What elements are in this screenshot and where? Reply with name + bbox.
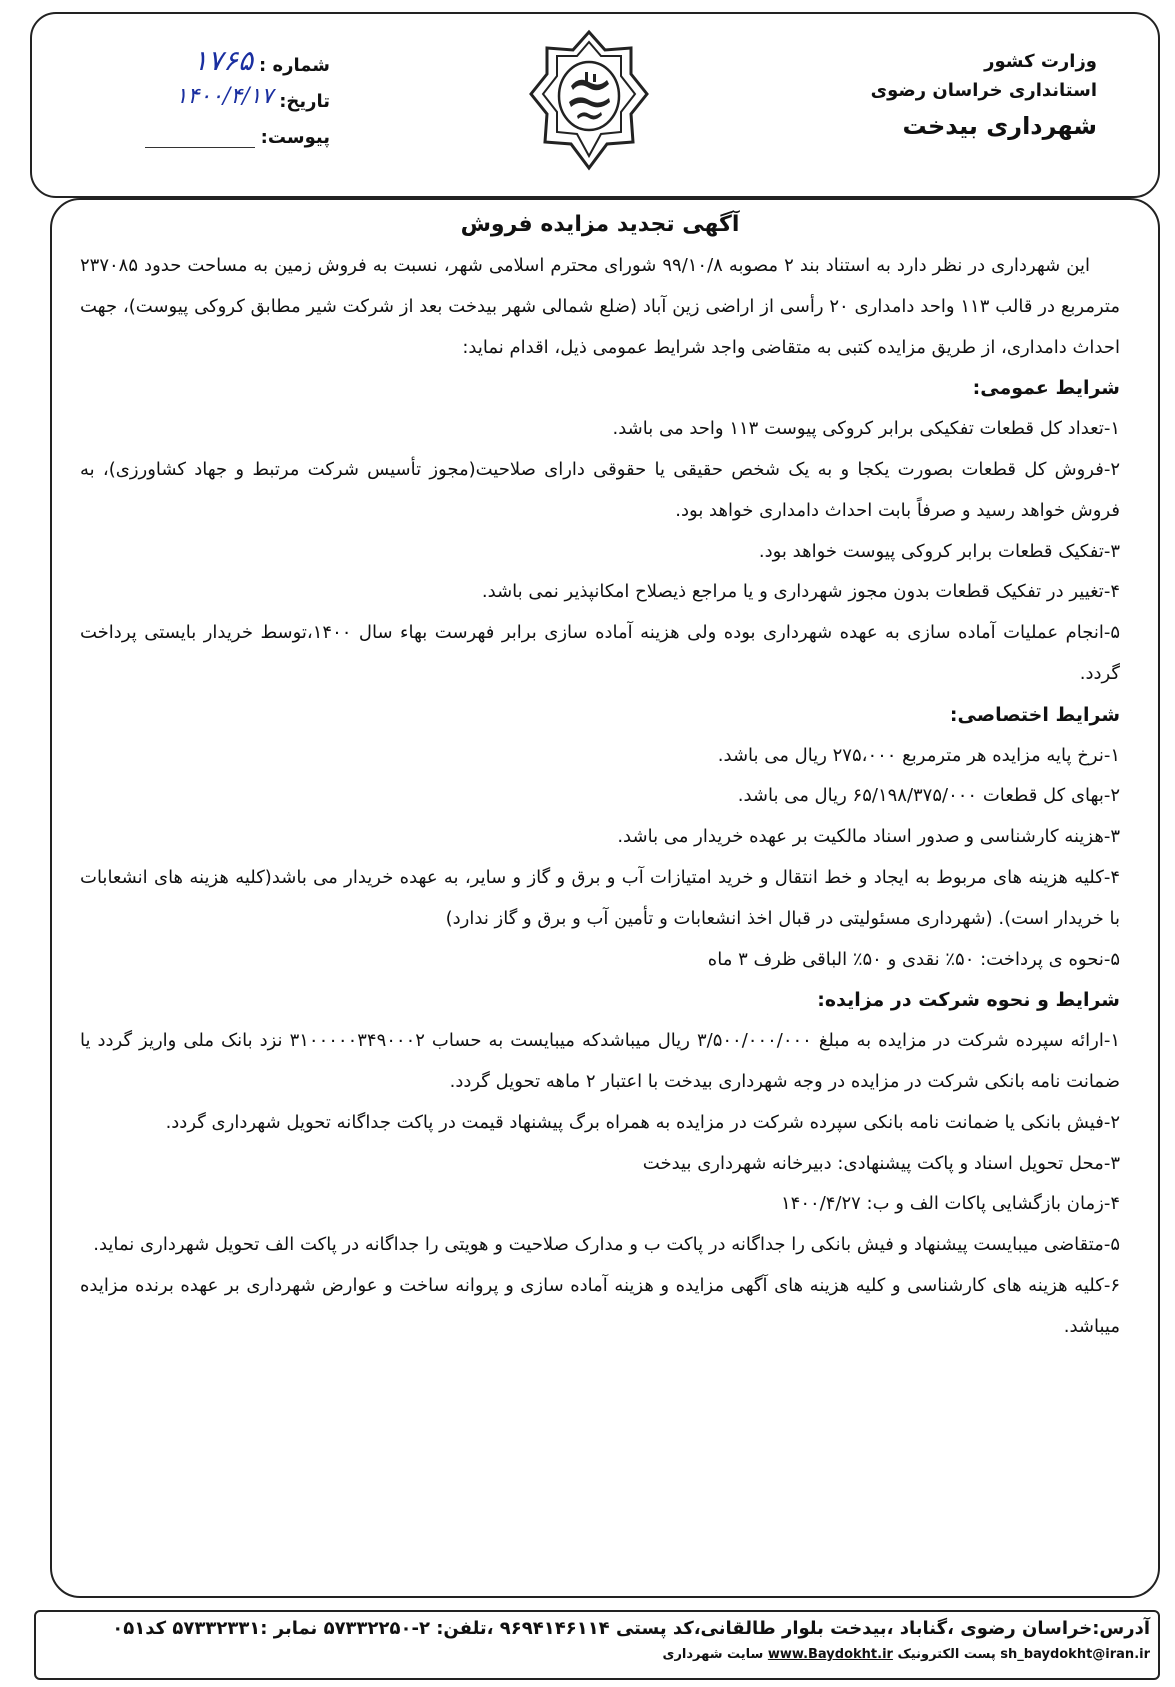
footer-address: آدرس:خراسان رضوی ،گناباد ،بیدخت بلوار طالقانی،کد پستی ۹۶۹۴۱۴۶۱۱۴ ،تلفن: ۲-۵۷۳۳۲۲۵۰ نمابر :۵۷۳۳۲۳۳۱ کد۰۵۱ bbox=[112, 1618, 1150, 1639]
participation-conditions-heading: شرایط و نحوه شرکت در مزایده: bbox=[817, 989, 1120, 1012]
list-item: ۴-کلیه هزینه های مربوط به ایجاد و خط انتقال و خرید امتیازات آب و برق و گاز و سایر، به عهده خریدار می باشد(کلیه هزینه های انشعابات با خریدار است). (شهرداری مسئولیتی در قبال اخذ انشعابات و تأمین آب و برق و گاز ندارد) bbox=[80, 866, 1120, 929]
letter-number-row bbox=[120, 40, 330, 76]
letter-date-row bbox=[120, 76, 330, 112]
municipality-emblem-icon bbox=[527, 28, 651, 174]
list-item: ۳-محل تحویل اسناد و پاکت پیشنهادی: دبیرخانه شهرداری بیدخت bbox=[642, 1152, 1120, 1174]
ministry-name: وزارت کشور bbox=[984, 51, 1097, 72]
footer bbox=[50, 1614, 1150, 1666]
list-item: ۴-زمان بازگشایی پاکات الف و ب: ۱۴۰۰/۴/۲۷ bbox=[781, 1193, 1120, 1215]
list-item: ۳-تفکیک قطعات برابر کروکی پیوست خواهد بود. bbox=[758, 540, 1120, 562]
page-title: آگهی تجدید مزایده فروش bbox=[460, 212, 740, 237]
municipality-name: شهرداری بیدخت bbox=[902, 112, 1097, 140]
footer-email[interactable]: sh_baydokht@iran.ir bbox=[1000, 1647, 1150, 1662]
general-conditions-heading: شرایط عمومی: bbox=[972, 377, 1120, 400]
list-item: ۶-کلیه هزینه های کارشناسی و کلیه هزینه های آگهی مزایده و هزینه آماده سازی و پروانه ساخت و عوارض شهرداری بر عهده برنده مزایده میباشد. bbox=[80, 1274, 1120, 1337]
footer-email-label: پست الکترونیک bbox=[897, 1647, 996, 1662]
list-item: ۵-نحوه ی پرداخت: ۵۰٪ نقدی و ۵۰٪ الباقی ظرف ۳ ماه bbox=[707, 948, 1120, 970]
list-item: ۲-بهای کل قطعات ۶۵/۱۹۸/۳۷۵/۰۰۰ ریال می باشد. bbox=[737, 785, 1120, 807]
list-item: ۲-فیش بانکی یا ضمانت نامه بانکی سپرده شرکت در مزایده به همراه برگ پیشنهاد قیمت در پاکت جداگانه تحویل شهرداری گردد. bbox=[165, 1111, 1120, 1133]
date-label: تاریخ: bbox=[279, 91, 330, 112]
list-item: ۵-متقاضی میبایست پیشنهاد و فیش بانکی را جداگانه در پاکت ب و مدارک صلاحیت و هویتی را جداگانه در پاکت الف تحویل شهرداری نماید. bbox=[93, 1234, 1120, 1256]
list-item: ۱-ارائه سپرده شرکت در مزایده به مبلغ ۳/۵۰۰/۰۰۰/۰۰۰ ریال میباشدکه میبایست به حساب ۳۱۰۰۰۰۰۳۴۹۰۰۰۲ نزد بانک ملی واریز گردد یا ضمانت نامه بانکی شرکت در مزایده در وجه شهرداری بیدخت با اعتبار ۲ ماهه تحویل گردد. bbox=[80, 1030, 1120, 1092]
attachment-label: پیوست: bbox=[260, 127, 330, 148]
list-item: ۲-فروش کل قطعات بصورت یکجا و به یک شخص حقیقی یا حقوقی دارای صلاحیت(مجوز تأسیس شرکت مرتبط و جهاد کشاورزی)، به فروش خواهد رسید و صرفاً بابت احداث دامداری خواهد بود. bbox=[80, 458, 1120, 521]
letter-meta bbox=[120, 40, 330, 148]
announcement-content bbox=[80, 204, 1120, 1348]
date-value: ۱۴۰۰/۴/۱۷ bbox=[175, 84, 274, 109]
organization-block bbox=[871, 48, 1097, 146]
specific-conditions-heading: شرایط اختصاصی: bbox=[949, 703, 1120, 726]
governorate-name: استانداری خراسان رضوی bbox=[870, 80, 1097, 101]
list-item: ۱-تعداد کل قطعات تفکیکی برابر کروکی پیوست ۱۱۳ واحد می باشد. bbox=[612, 418, 1120, 440]
list-item: ۴-تغییر در تفکیک قطعات بدون مجوز شهرداری و یا مراجع ذیصلاح امکانپذیر نمی باشد. bbox=[481, 581, 1120, 603]
attachment-row bbox=[120, 112, 330, 148]
footer-contact bbox=[50, 1644, 1150, 1666]
attachment-blank bbox=[145, 129, 255, 148]
intro-paragraph: این شهرداری در نظر دارد به استناد بند ۲ مصوبه ۹۹/۱۰/۸ شورای محترم اسلامی شهر، نسبت به فروش زمین به مساحت حدود ۲۳۷۰۸۵ مترمربع در قالب ۱۱۳ واحد دامداری ۲۰ رأسی از اراضی زین آباد (ضلع شمالی شهر بیدخت بعد از شرکت شیر مطابق کروکی پیوست)، جهت احداث دامداری، از طریق مزایده کتبی به متقاضی واجد شرایط عمومی ذیل، اقدام نماید: bbox=[80, 255, 1120, 358]
list-item: ۱-نرخ پایه مزایده هر مترمربع ۲۷۵،۰۰۰ ریال می باشد. bbox=[717, 744, 1120, 766]
list-item: ۵-انجام عملیات آماده سازی به عهده شهرداری بوده ولی هزینه آماده سازی برابر فهرست بهاء سال ۱۴۰۰،توسط خریدار بایستی پرداخت گردد. bbox=[80, 622, 1120, 684]
footer-website-link[interactable]: www.Baydokht.ir bbox=[767, 1647, 893, 1662]
number-value: ۱۷۶۵ bbox=[192, 44, 254, 77]
list-item: ۳-هزینه کارشناسی و صدور اسناد مالکیت بر عهده خریدار می باشد. bbox=[617, 826, 1120, 848]
number-label: شماره : bbox=[259, 55, 330, 76]
footer-website-label: سایت شهرداری bbox=[662, 1647, 764, 1662]
